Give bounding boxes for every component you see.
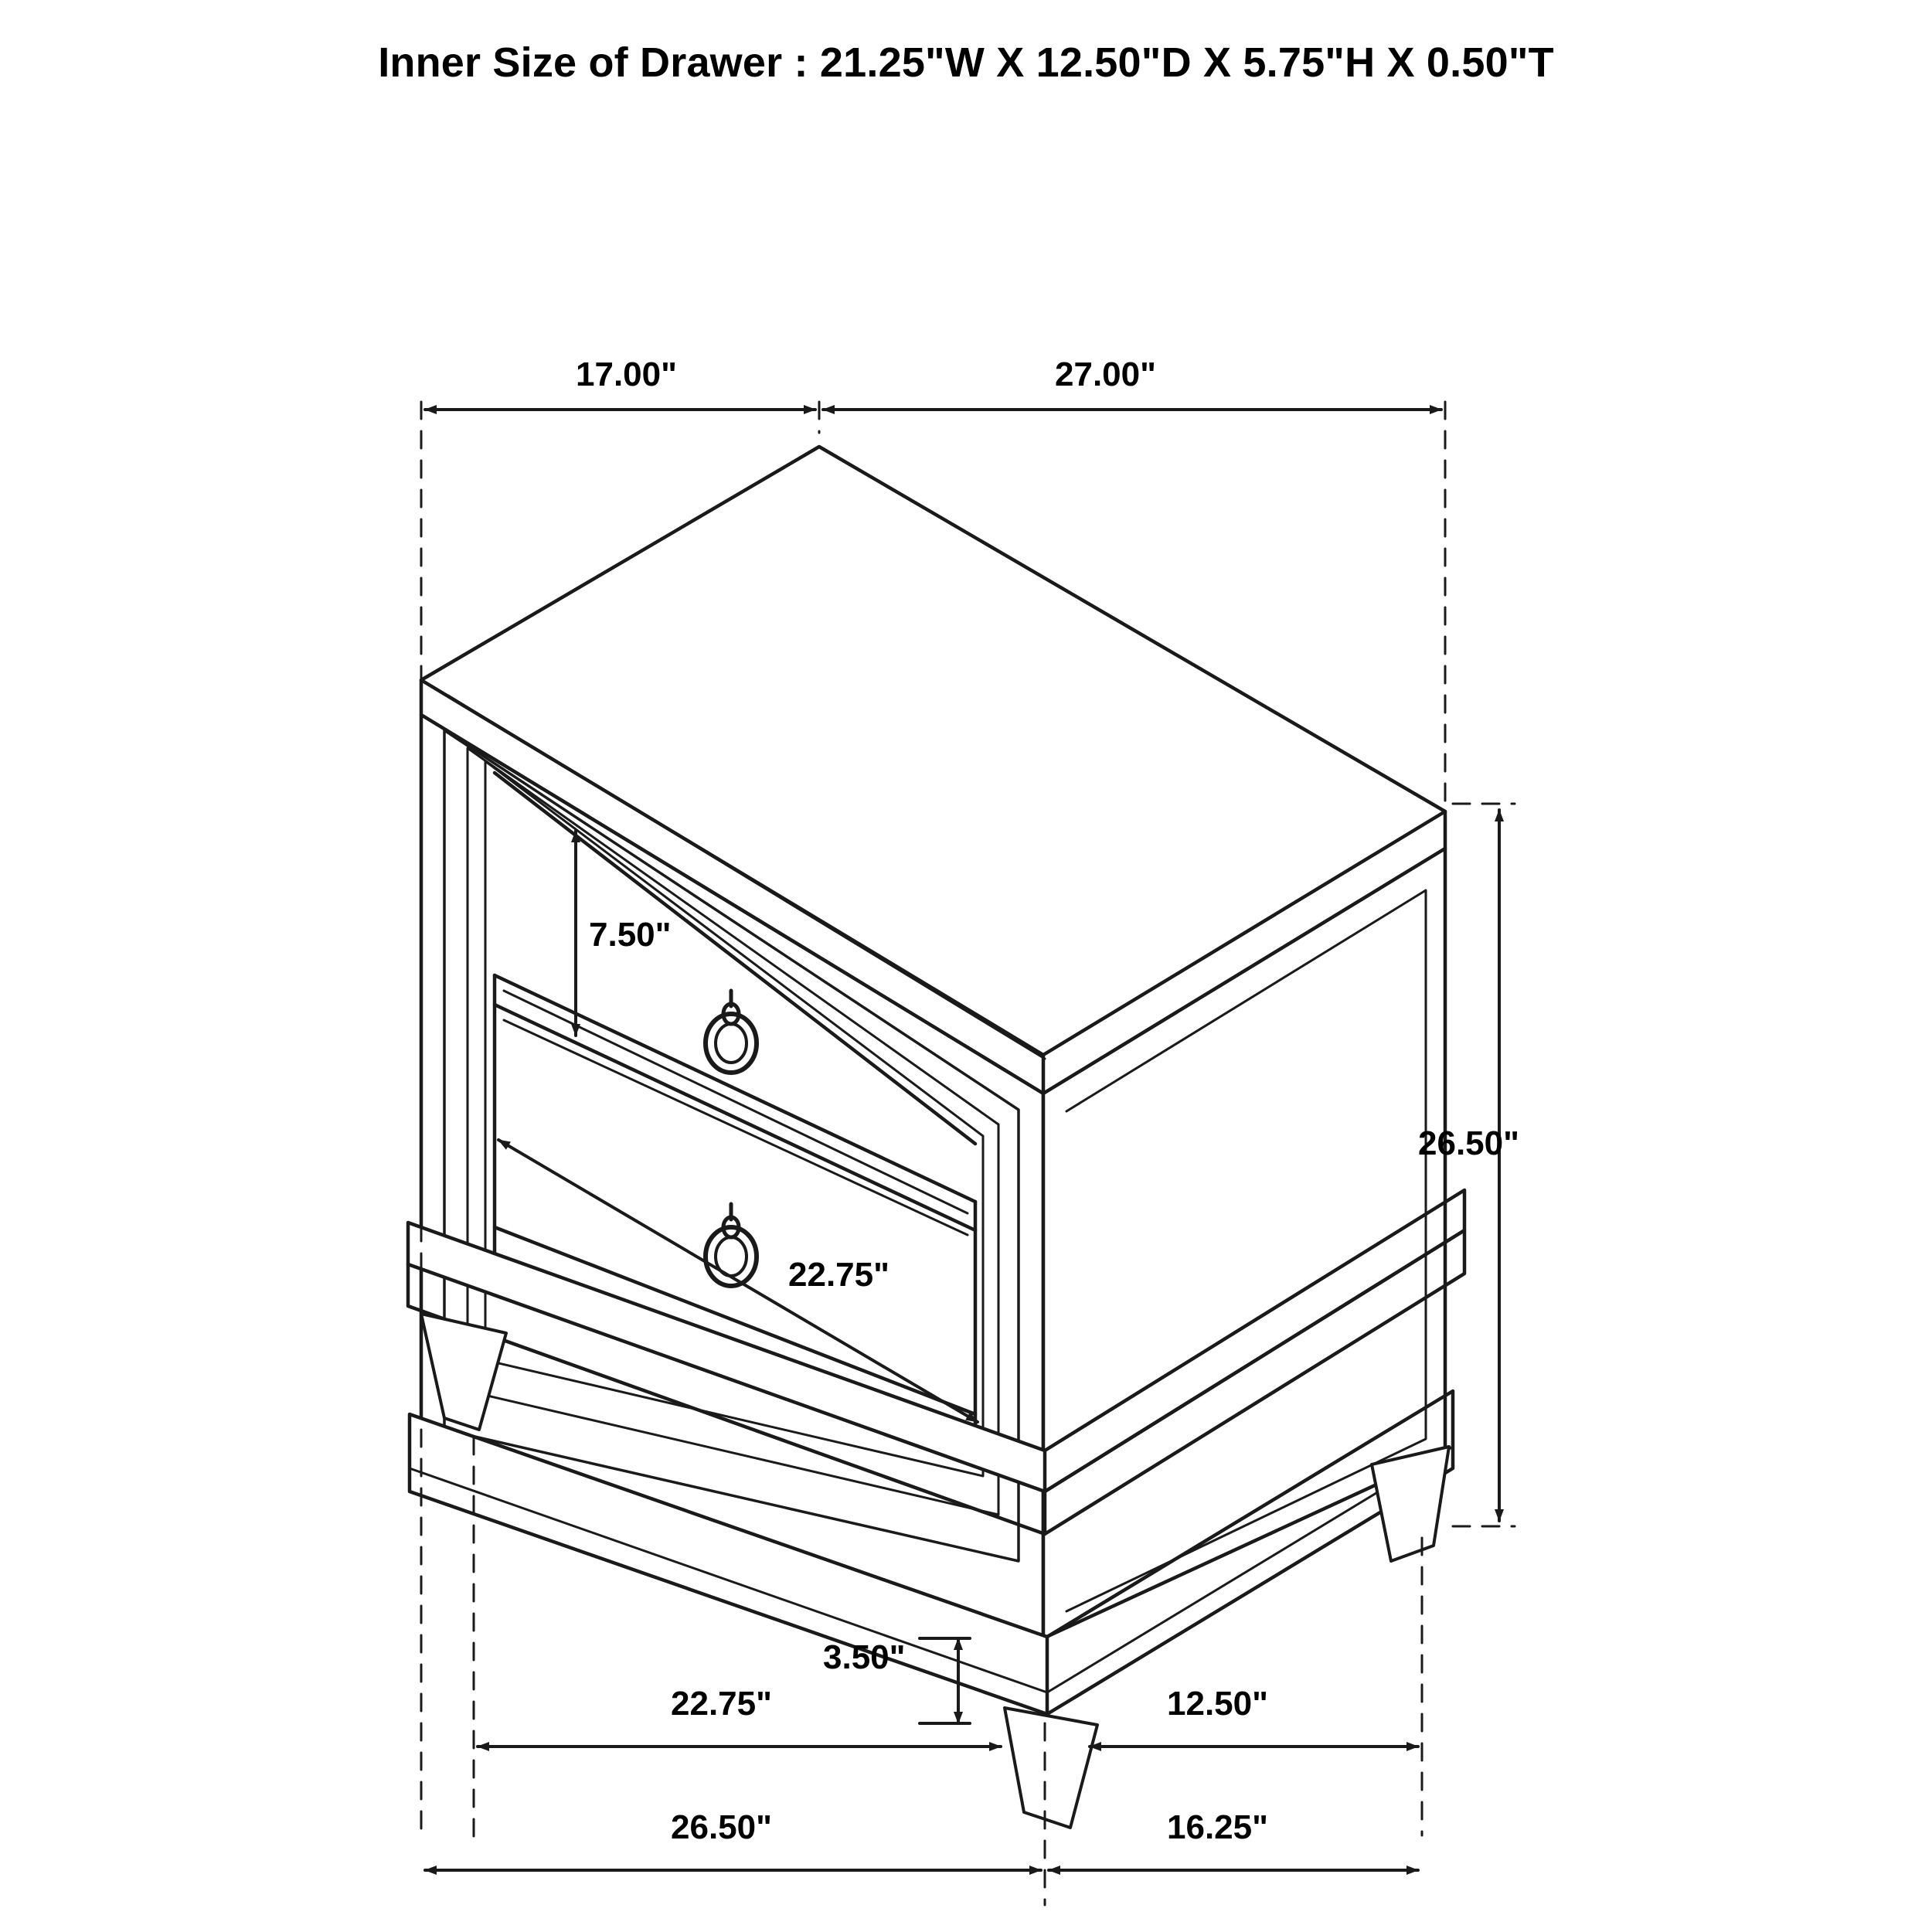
dim-label-overall-height: 26.50" <box>1418 1124 1519 1162</box>
page-title: Inner Size of Drawer : 21.25"W X 12.50"D X 5.75"H X 0.50"T <box>378 39 1554 86</box>
dim-label-front-width-inner: 22.75" <box>788 1256 889 1294</box>
dim-label-leg-height: 3.50" <box>823 1638 906 1676</box>
dim-label-drawer-height: 7.50" <box>589 916 672 954</box>
dim-label-overall-width: 26.50" <box>671 1808 772 1846</box>
dim-label-top-left-width: 17.00" <box>576 355 677 393</box>
dim-label-top-right-width: 27.00" <box>1055 355 1156 393</box>
dim-label-front-width: 22.75" <box>671 1685 772 1723</box>
dim-label-side-depth-inner: 12.50" <box>1167 1685 1268 1723</box>
dim-label-overall-depth: 16.25" <box>1167 1808 1268 1846</box>
